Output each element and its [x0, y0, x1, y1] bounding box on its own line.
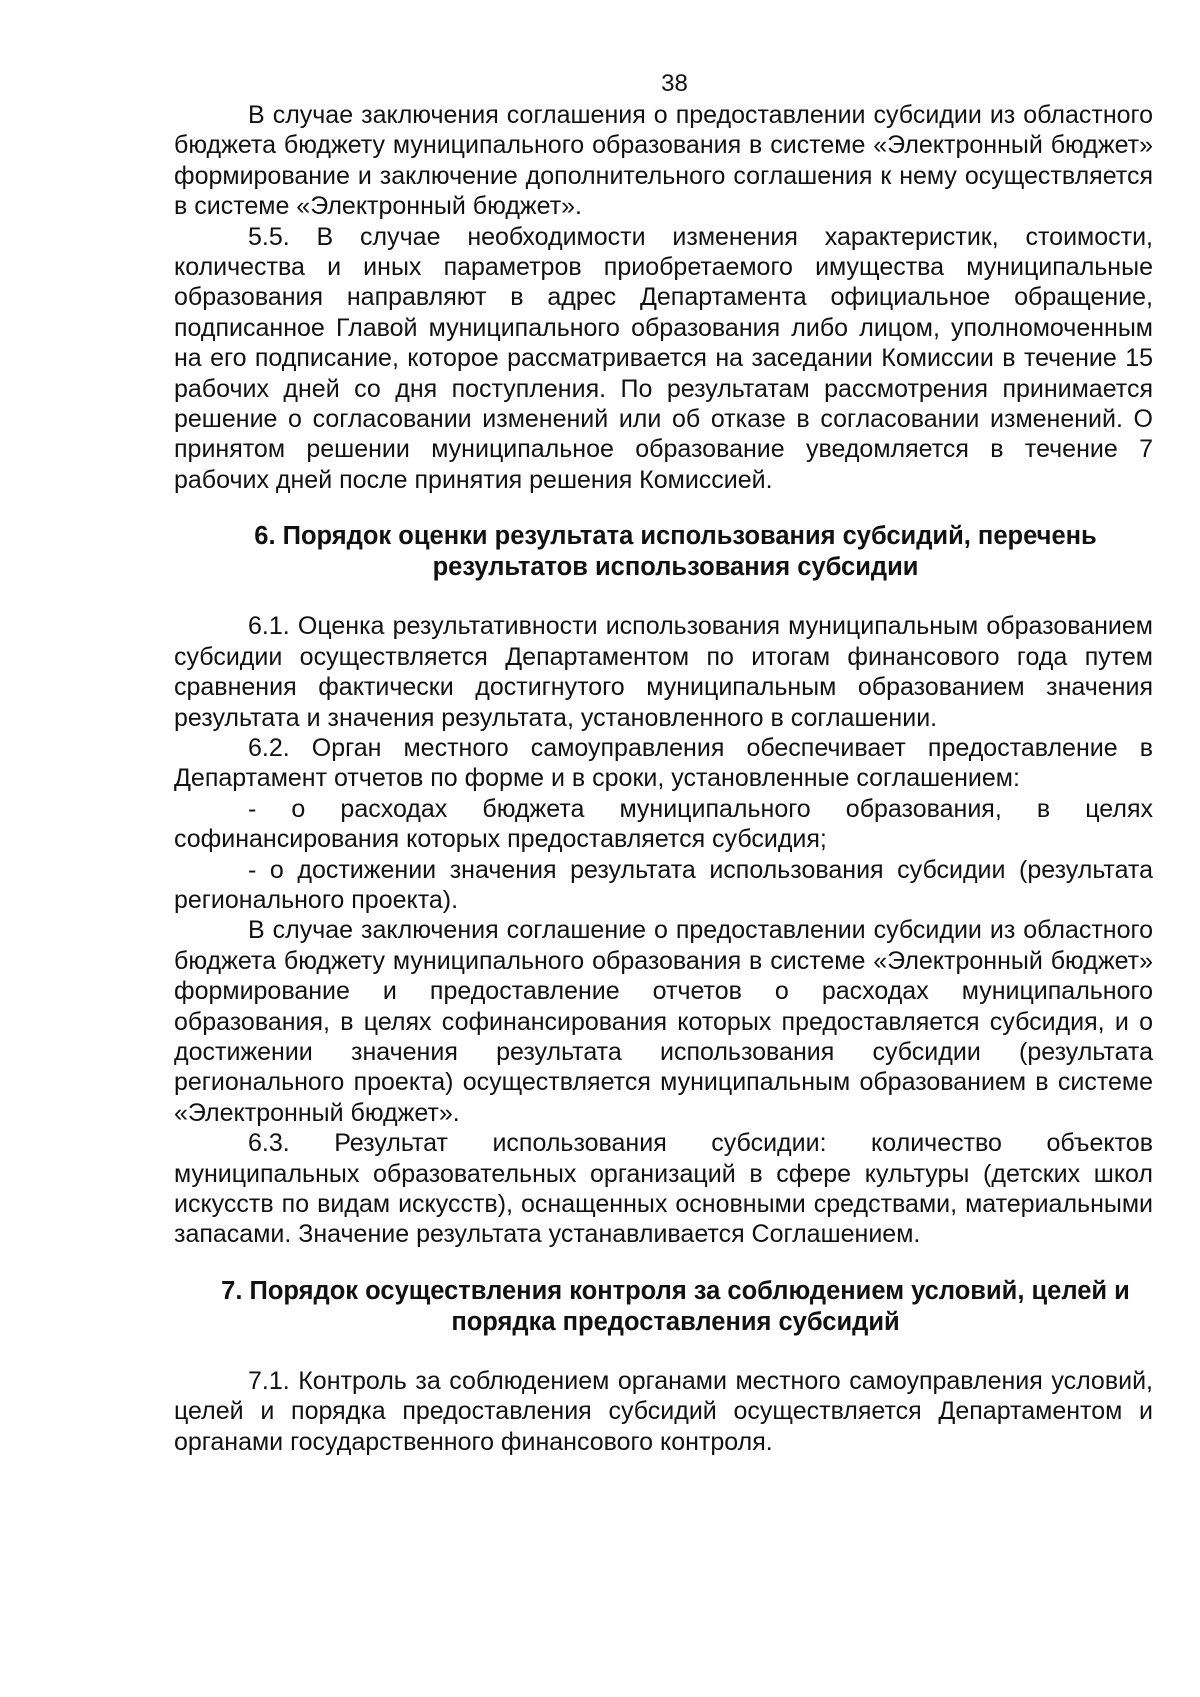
page-number: 38: [661, 70, 688, 97]
paragraph-6-1: 6.1. Оценка результативности использования муниципальным образованием субсидии осуществляется Департаментом по итогам финансового года путем сравнения фактически достигнутого муниципальным образованием значения результата и значения результата, установленного в соглашении.: [174, 612, 1153, 732]
list-item-result-report: - о достижении значения результата использования субсидии (результата регионального проекта).: [174, 855, 1153, 914]
paragraph-electronic-budget-reports: В случае заключения соглашение о предоставлении субсидии из областного бюджета бюджету муниципального образования в системе «Электронный бюджет» формирование и предоставление отчетов о расходах муниципального образования, в целях софинансирования которых предоставляется субсидия, и о достижении значения результата использования субсидии (результата регионального проекта) осуществляется муниципальным образованием в системе «Электронный бюджет».: [174, 916, 1153, 1127]
paragraph-5-5: 5.5. В случае необходимости изменения характеристик, стоимости, количества и иных параметров приобретаемого имущества муниципальные образования направляют в адрес Департамента официальное обращение, подписанное Главой муниципального образования либо лицом, уполномоченным на его подписание, которое рассматривается на заседании Комиссии в течение 15 рабочих дней со дня поступления. По результатам рассмотрения принимается решение о согласовании изменений или об отказе в согласовании изменений. О принятом решении муниципальное образование уведомляется в течение 7 рабочих дней после принятия решения Комиссией.: [174, 222, 1153, 494]
section-heading-6: 6. Порядок оценки результата использования субсидий, перечень результатов использования субсидии: [254, 522, 1097, 582]
paragraph-7-1: 7.1. Контроль за соблюдением органами местного самоуправления условий, целей и порядка предоставления субсидий осуществляется Департаментом и органами государственного финансового контроля.: [174, 1366, 1153, 1456]
paragraph-electronic-budget-agreement: В случае заключения соглашения о предоставлении субсидии из областного бюджета бюджету муниципального образования в системе «Электронный бюджет» формирование и заключение дополнительного соглашения к нему осуществляется в системе «Электронный бюджет».: [174, 101, 1153, 221]
paragraph-6-2: 6.2. Орган местного самоуправления обеспечивает предоставление в Департамент отчетов по форме и в сроки, установленные соглашением:: [174, 733, 1153, 793]
paragraph-6-3: 6.3. Результат использования субсидии: количество объектов муниципальных образовательных организаций в сфере культуры (детских школ искусств по видам искусств), оснащенных основными средствами, материальными запасами. Значение результата устанавливается Соглашением.: [174, 1129, 1153, 1249]
list-item-expenses-report: - о расходах бюджета муниципального образования, в целях софинансирования которых предоставляется субсидия;: [174, 794, 1153, 854]
section-heading-7: 7. Порядок осуществления контроля за соблюдением условий, целей и порядка предоставления субсидий: [221, 1276, 1130, 1336]
document-page: [174, 70, 1153, 1457]
